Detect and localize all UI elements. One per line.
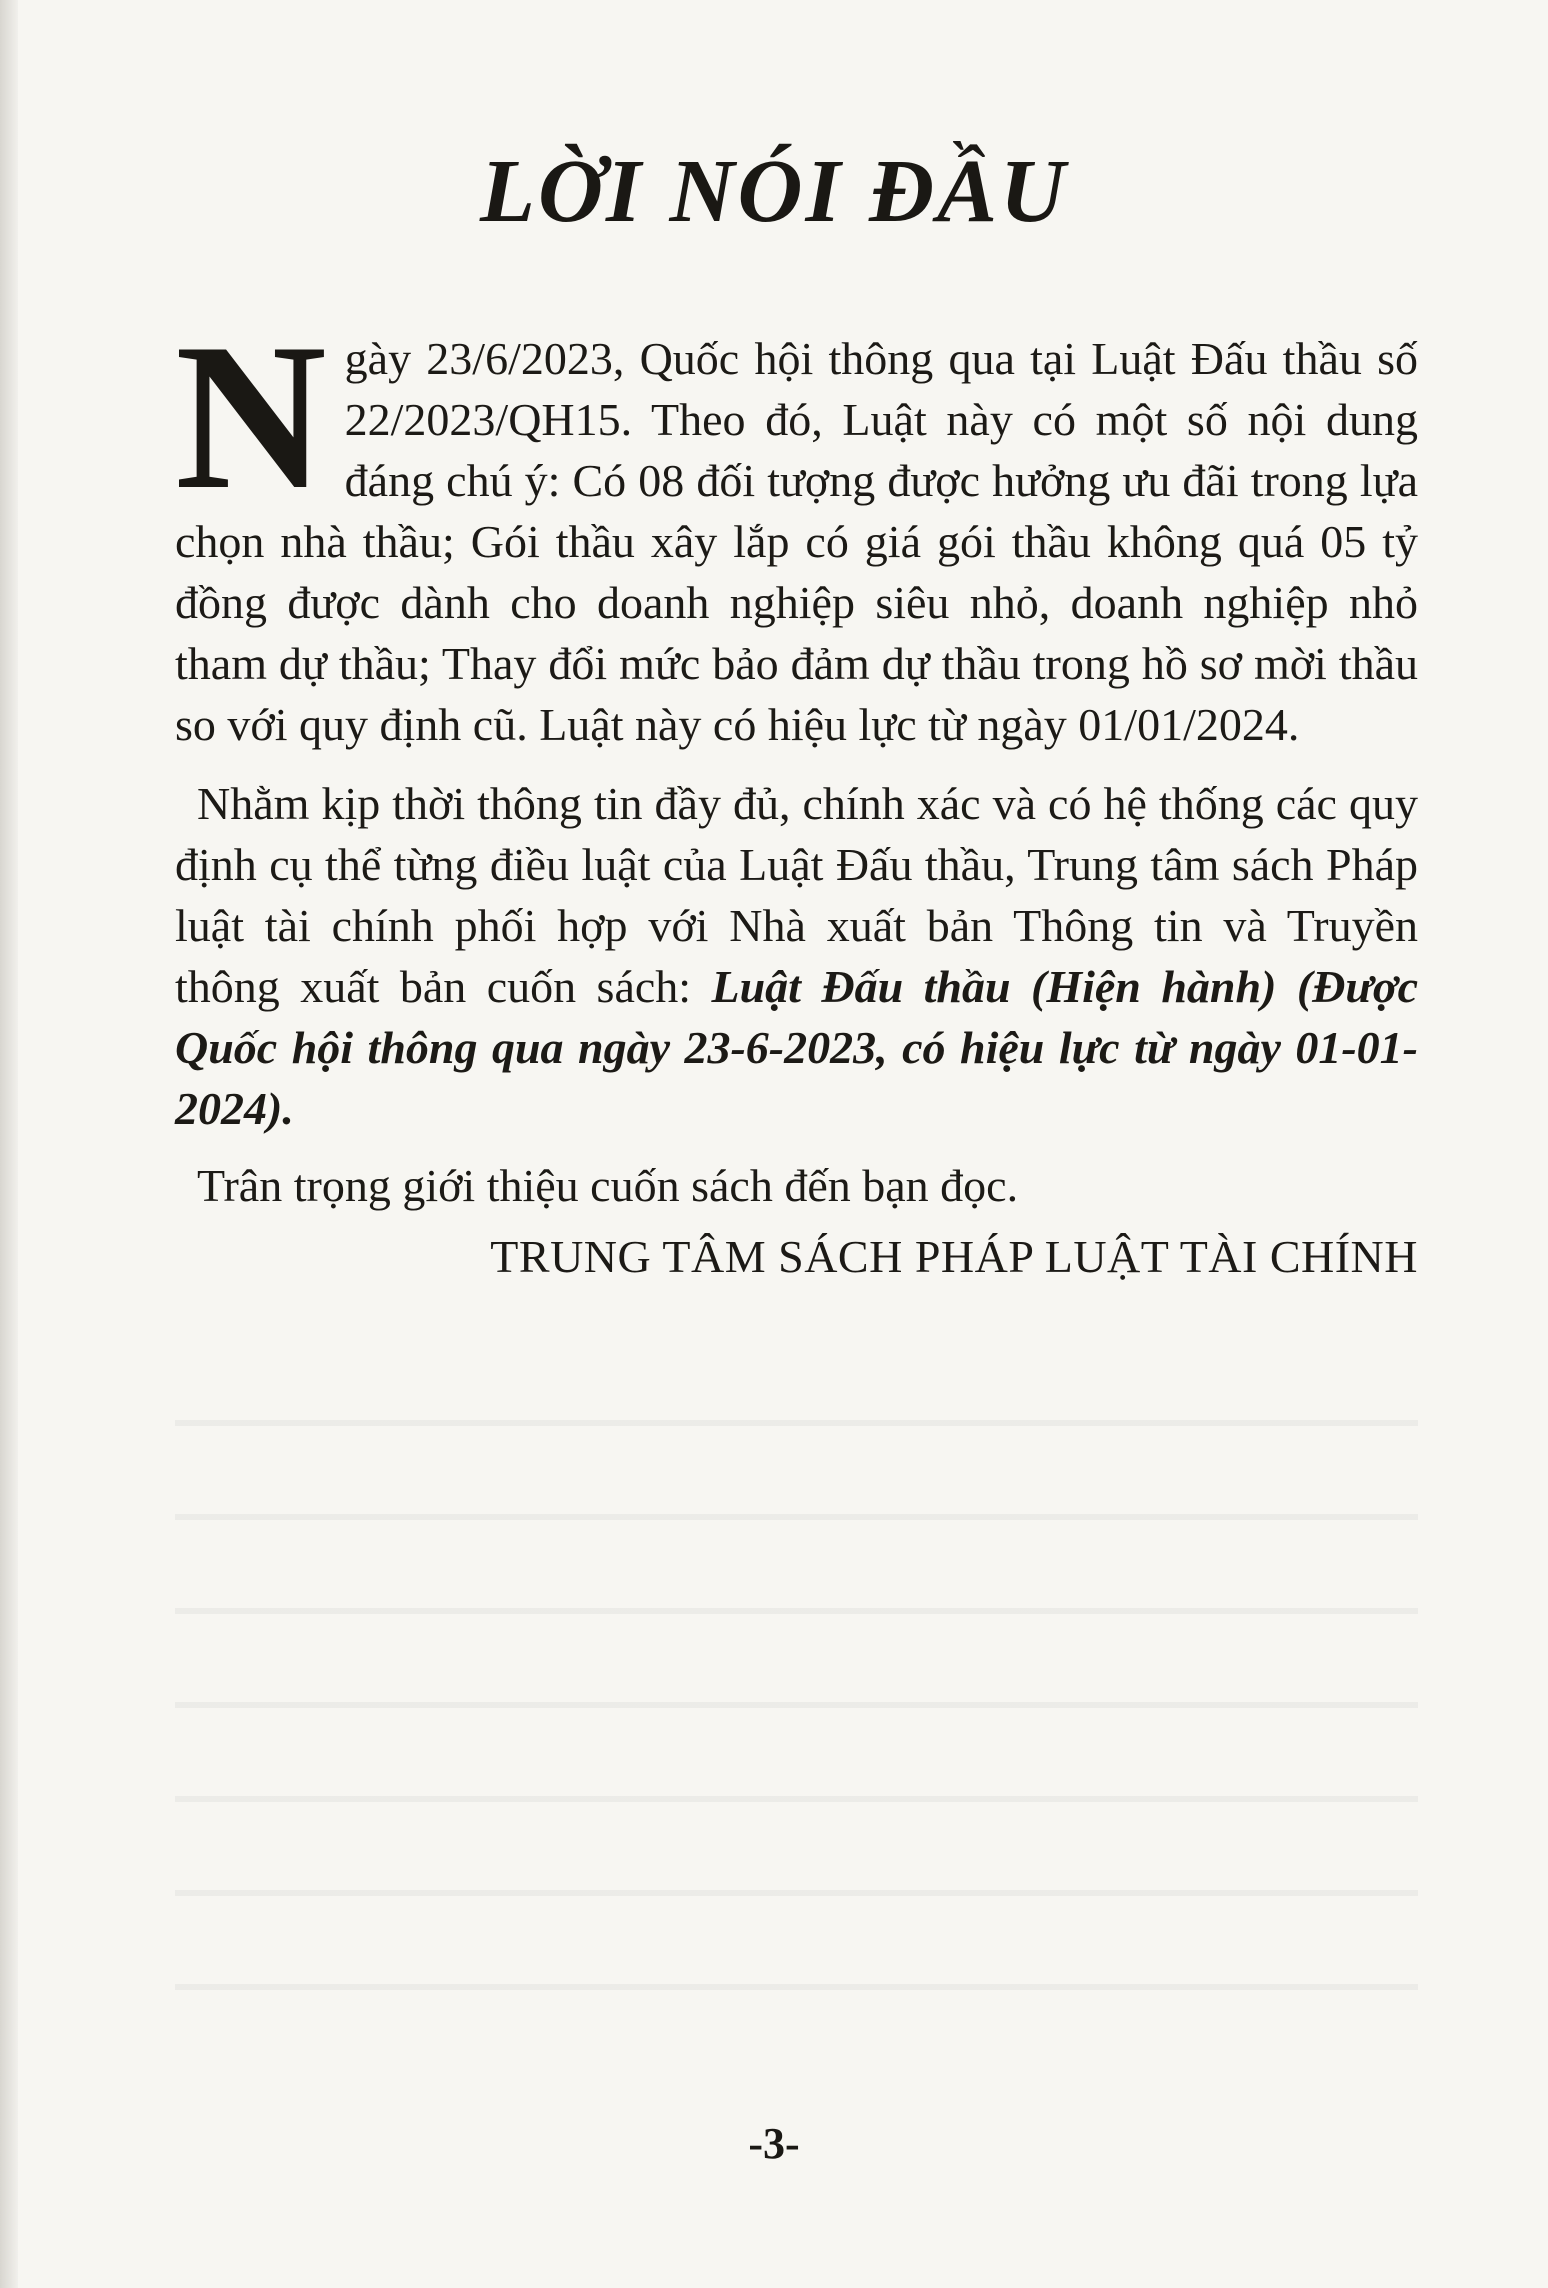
drop-cap-letter: N [175, 301, 327, 533]
closing-line: Trân trọng giới thiệu cuốn sách đến bạn đọc. [197, 1160, 1019, 1211]
paragraph-intro-text: gày 23/6/2023, Quốc hội thông qua tại Luật Đấu thầu số 22/2023/QH15. Theo đó, Luật này có một số nội dung đáng chú ý: Có 08 đối tượng được hưởng ưu đãi trong lựa chọn nhà thầu; Gói thầu xây lắp có giá gói thầu không quá 05 tỷ đồng được dành cho doanh nghiệp siêu nhỏ, doanh nghiệp nhỏ tham dự thầu; Thay đổi mức bảo đảm dự thầu trong hồ sơ mời thầu so với quy định cũ. Luật này có hiệu lực từ ngày 01/01/2024. [175, 333, 1418, 750]
page-title: LỜI NÓI ĐẦU [479, 142, 1069, 241]
page-number: -3- [748, 2119, 800, 2168]
preface-body [175, 301, 1419, 1287]
show-through-texture [175, 1380, 1418, 2020]
paragraph-publication-text: Nhằm kịp thời thông tin đầy đủ, chính xác và có hệ thống các quy định cụ thể từng điều luật của Luật Đấu thầu, Trung tâm sách Pháp luật tài chính phối hợp với Nhà xuất bản Thông tin và Truyền thông xuất bản cuốn sách: [175, 778, 1418, 1012]
page-binding-edge [0, 0, 18, 2288]
paragraph-publication [175, 773, 1418, 1139]
book-title: Luật Đấu thầu (Hiện hành) (Được Quốc hội thông qua ngày 23-6-2023, có hiệu lực từ ngày 01-01-2024). [175, 961, 1419, 1134]
paragraph-intro [175, 301, 1418, 755]
signature: TRUNG TÂM SÁCH PHÁP LUẬT TÀI CHÍNH [490, 1231, 1418, 1282]
